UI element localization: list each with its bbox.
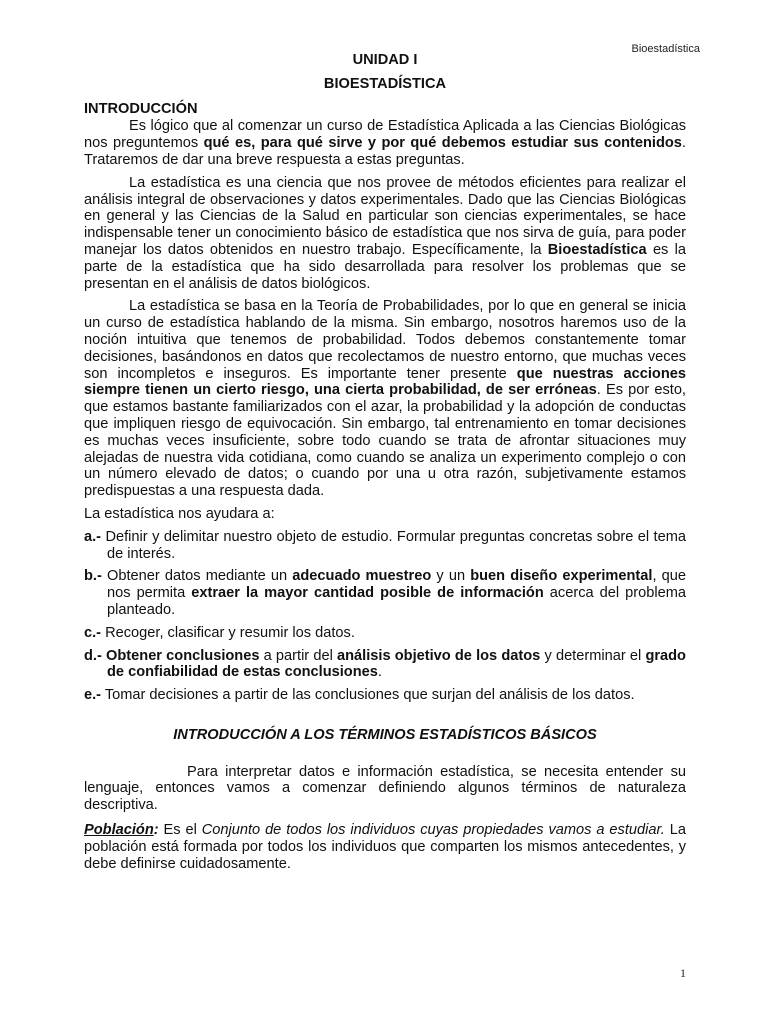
text-run: es la parte de la estadística que ha sido desarrollada para resolver los problemas que se presentan en el análisis de datos biológicos. xyxy=(84,241,686,292)
list-marker: a.- xyxy=(84,528,102,545)
list-item-a xyxy=(84,529,686,563)
bold-run: adecuado muestreo xyxy=(292,568,432,585)
list-item-d xyxy=(84,648,686,682)
intro-paragraph-1 xyxy=(84,118,686,168)
text-run: La población está formada por todos los individuos que comparten los mismos antecedentes, y debe definirse cuidadosamente. xyxy=(84,822,686,872)
definition-poblacion xyxy=(84,822,686,872)
text-run: Recoger, clasificar y resumir los datos. xyxy=(101,624,355,641)
text-run: La estadística se basa en la Teoría de Probabilidades, por lo que en general se inicia un curso de estadística hablando de la misma. Sin embargo, nosotros haremos uso de la noción intuitiva que tenemos de probabilidad. Todos debemos constantemente tomar decisiones, basándonos en datos que recolectamos de nuestro entorno, que muchas veces son incompletos e inseguros. Es importante tener presente xyxy=(84,298,686,382)
text-run: La estadística es una ciencia que nos provee de métodos eficientes para realizar el análisis integral de observaciones y datos experimentales. Dado que las Ciencias Biológicas en general y las Ciencias de la Salud en particular son ciencias experimentales, se hace indispensable tener un conocimiento básico de estadística que nos sirva de guía, para poder manejar los datos obtenidos en nuestro trabajo. Específicamente, la xyxy=(84,174,686,258)
intro-paragraph-3 xyxy=(84,298,686,500)
text-run: Tomar decisiones a partir de las conclusiones que surjan del análisis de los datos. xyxy=(101,687,635,704)
bold-run: grado de confiabilidad de estas conclusiones xyxy=(107,647,686,681)
definition-term: Población xyxy=(84,822,154,839)
bold-run: que nuestras acciones siempre tienen un cierto riesgo, una cierta probabilidad, de ser erróneas xyxy=(84,365,686,399)
text-run: a partir del xyxy=(259,647,338,664)
bold-run: buen diseño experimental xyxy=(470,568,653,585)
bold-run: extraer la mayor cantidad posible de información xyxy=(191,585,544,602)
intro-paragraph-2 xyxy=(84,175,686,293)
bold-run: Obtener conclusiones xyxy=(106,647,260,664)
text-run: Es el xyxy=(158,822,202,839)
bold-run: Bioestadística xyxy=(547,241,647,258)
text-run: Obtener datos mediante un xyxy=(101,568,293,585)
main-title: BIOESTADÍSTICA xyxy=(323,75,447,92)
running-header: Bioestadística xyxy=(631,43,700,55)
list-marker: e.- xyxy=(84,687,102,704)
terms-intro-paragraph: Para interpretar datos e información estadística, se necesita entender su lenguaje, entonces vamos a comenzar definiendo algunos términos de naturaleza descriptiva. xyxy=(84,763,686,814)
terms-heading: INTRODUCCIÓN A LOS TÉRMINOS ESTADÍSTICOS BÁSICOS xyxy=(173,726,597,743)
list-item-e xyxy=(84,687,686,704)
text-run: . Es por esto, que estamos bastante familiarizados con el azar, la probabilidad y la adopción de conductas que impliquen riesgo de equivocación. Sin embargo, tal entrenamiento en tomar decisiones es muchas veces insuficiente, sobre todo cuando se trata de afrontar situaciones muy alejadas de nuestra vida cotidiana, como cuando se analiza un experimento complejo o con un número elevado de datos; o cuando por una u otra razón, subjetivamente estamos predispuestas a una respuesta dada. xyxy=(84,382,686,500)
text-run: Definir y delimitar nuestro objeto de estudio. Formular preguntas concretas sobre el tema de interés. xyxy=(101,528,686,562)
text-run: , que nos permita xyxy=(107,568,686,602)
list-marker: d.- xyxy=(84,647,102,664)
list-item-c xyxy=(84,625,686,642)
text-run: y determinar el xyxy=(540,647,646,664)
list-intro: La estadística nos ayudara a: xyxy=(84,505,275,522)
unit-title: UNIDAD I xyxy=(352,52,418,68)
list-item-b xyxy=(84,568,686,618)
text-run: acerca del problema planteado. xyxy=(107,585,686,618)
list-marker: c.- xyxy=(84,624,102,641)
definition-colon: : xyxy=(153,822,159,839)
bold-run: qué es, para qué sirve y por qué debemos estudiar sus contenidos xyxy=(203,135,682,152)
italic-run: Conjunto de todos los individuos cuyas propiedades vamos a estudiar. xyxy=(201,822,665,839)
page-number: 1 xyxy=(680,966,686,980)
text-run: . Trataremos de dar una breve respuesta a estas preguntas. xyxy=(84,135,686,168)
bold-run: análisis objetivo de los datos xyxy=(337,647,541,664)
text-run: . xyxy=(377,664,382,681)
text-run: Es lógico que al comenzar un curso de Estadística Aplicada a las Ciencias Biológicas nos preguntemos xyxy=(84,118,686,152)
document-body xyxy=(84,52,686,872)
list-marker: b.- xyxy=(84,568,102,585)
intro-heading: INTRODUCCIÓN xyxy=(84,100,198,117)
text-run: y un xyxy=(431,568,471,585)
